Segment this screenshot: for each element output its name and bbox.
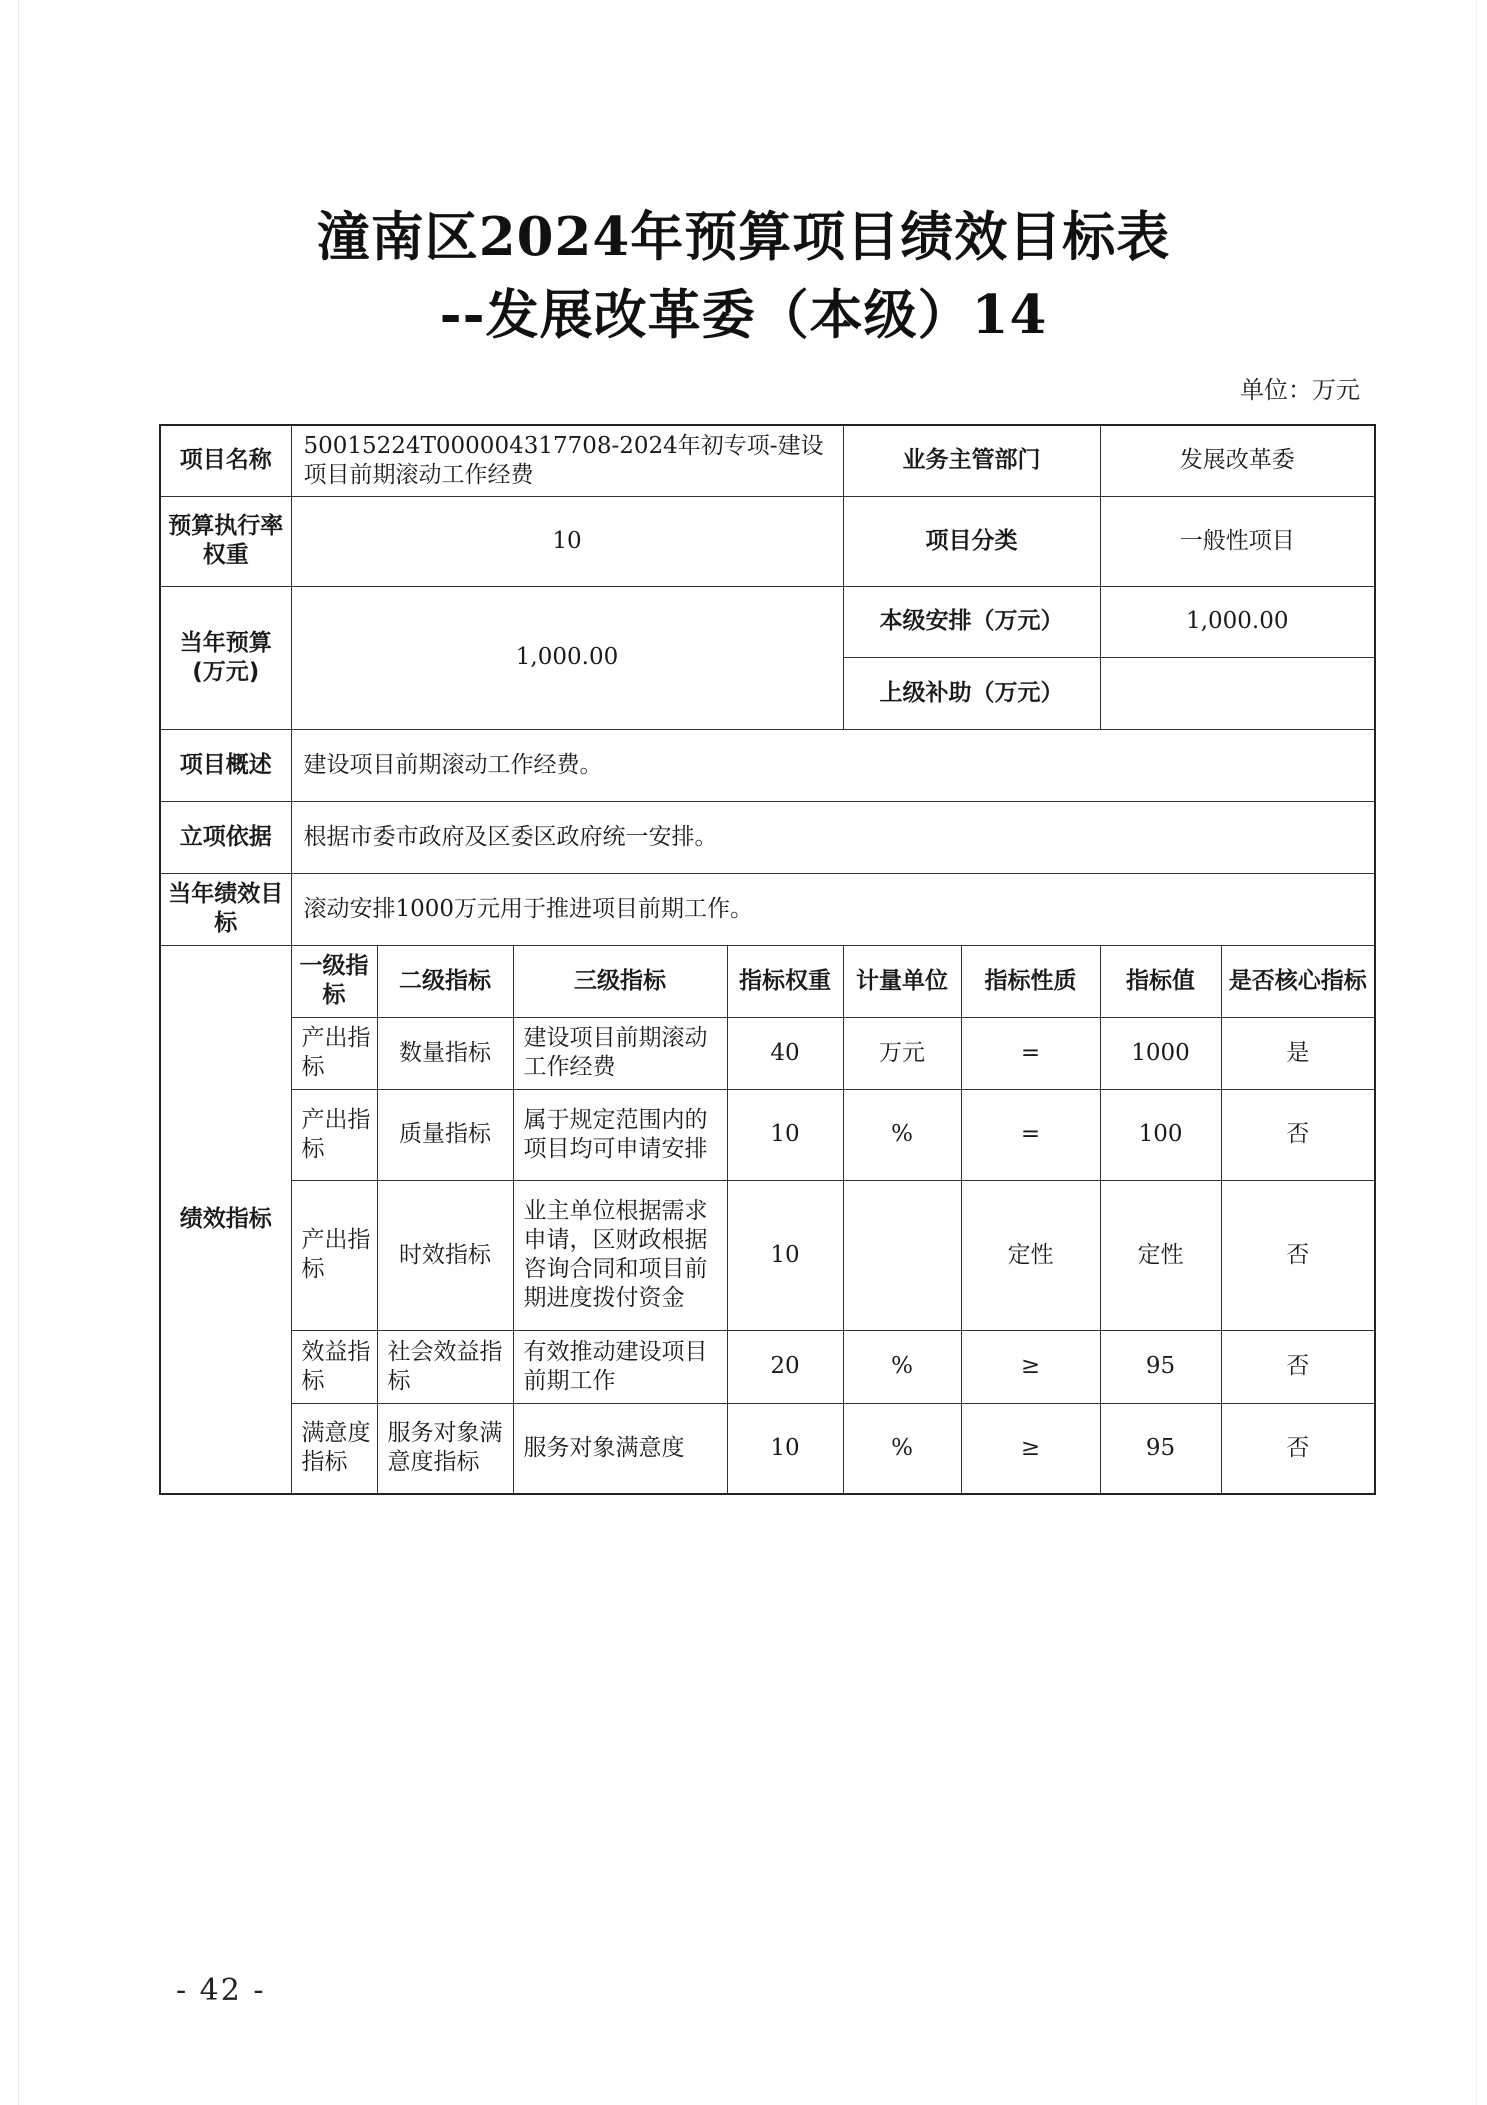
unit-cell: %: [843, 1089, 961, 1180]
level3-cell: 服务对象满意度: [513, 1403, 727, 1494]
local-budget-label: 本级安排（万元）: [843, 586, 1100, 657]
core-cell: 否: [1221, 1180, 1375, 1330]
nature-cell: =: [961, 1017, 1100, 1089]
level1-cell: 产出指标: [291, 1089, 377, 1180]
level3-cell: 业主单位根据需求申请，区财政根据咨询合同和项目前期进度拨付资金: [513, 1180, 727, 1330]
indicator-row: [160, 1180, 1375, 1330]
indicator-row: [160, 1330, 1375, 1403]
category-label: 项目分类: [843, 496, 1100, 586]
level3-cell: 有效推动建设项目前期工作: [513, 1330, 727, 1403]
unit-cell: 万元: [843, 1017, 961, 1089]
level2-cell: 时效指标: [377, 1180, 513, 1330]
upper-subsidy-label: 上级补助（万元）: [843, 657, 1100, 729]
exec-weight-label: 预算执行率权重: [160, 496, 291, 586]
document-title: [0, 198, 1487, 354]
dept-value: 发展改革委: [1100, 425, 1375, 496]
category-value: 一般性项目: [1100, 496, 1375, 586]
upper-subsidy-value: [1100, 657, 1375, 729]
unit-cell: %: [843, 1403, 961, 1494]
level2-cell: 服务对象满意度指标: [377, 1403, 513, 1494]
table-row: [160, 496, 1375, 586]
basis-value: 根据市委市政府及区委区政府统一安排。: [291, 801, 1375, 873]
header-cell: 指标权重: [727, 945, 843, 1017]
level1-cell: 产出指标: [291, 1180, 377, 1330]
header-cell: 指标性质: [961, 945, 1100, 1017]
table-row: [160, 801, 1375, 873]
core-cell: 否: [1221, 1403, 1375, 1494]
table-row: [160, 945, 1375, 1017]
unit-label: 单位：万元: [1240, 376, 1360, 404]
header-cell: 三级指标: [513, 945, 727, 1017]
dept-label: 业务主管部门: [843, 425, 1100, 496]
table-row: [160, 425, 1375, 496]
weight-cell: 10: [727, 1180, 843, 1330]
unit-cell: [843, 1180, 961, 1330]
level1-cell: 产出指标: [291, 1017, 377, 1089]
title-line-1: 潼南区2024年预算项目绩效目标表: [316, 206, 1171, 268]
level2-cell: 数量指标: [377, 1017, 513, 1089]
value-cell: 100: [1100, 1089, 1221, 1180]
project-name-value: 50015224T000004317708-2024年初专项-建设项目前期滚动工作经费: [291, 425, 843, 496]
indicator-row: [160, 1017, 1375, 1089]
budget-value: 1,000.00: [291, 586, 843, 729]
budget-label: 当年预算(万元): [160, 586, 291, 729]
performance-target-table: [159, 424, 1376, 1495]
nature-cell: 定性: [961, 1180, 1100, 1330]
header-cell: 指标值: [1100, 945, 1221, 1017]
weight-cell: 40: [727, 1017, 843, 1089]
table-row: [160, 729, 1375, 801]
nature-cell: ≥: [961, 1403, 1100, 1494]
weight-cell: 10: [727, 1089, 843, 1180]
level3-cell: 属于规定范围内的项目均可申请安排: [513, 1089, 727, 1180]
header-cell: 计量单位: [843, 945, 961, 1017]
value-cell: 定性: [1100, 1180, 1221, 1330]
core-cell: 否: [1221, 1089, 1375, 1180]
header-cell: 是否核心指标: [1221, 945, 1375, 1017]
level1-cell: 效益指标: [291, 1330, 377, 1403]
title-line-2: --发展改革委（本级）14: [439, 284, 1048, 346]
indicators-section-label: 绩效指标: [160, 945, 291, 1494]
nature-cell: ≥: [961, 1330, 1100, 1403]
indicator-row: [160, 1403, 1375, 1494]
level1-cell: 满意度指标: [291, 1403, 377, 1494]
value-cell: 95: [1100, 1330, 1221, 1403]
local-budget-value: 1,000.00: [1100, 586, 1375, 657]
value-cell: 1000: [1100, 1017, 1221, 1089]
core-cell: 否: [1221, 1330, 1375, 1403]
page-number: - 42 -: [176, 1973, 266, 2008]
weight-cell: 20: [727, 1330, 843, 1403]
indicator-row: [160, 1089, 1375, 1180]
overview-label: 项目概述: [160, 729, 291, 801]
header-cell: 一级指标: [291, 945, 377, 1017]
core-cell: 是: [1221, 1017, 1375, 1089]
level2-cell: 质量指标: [377, 1089, 513, 1180]
level2-cell: 社会效益指标: [377, 1330, 513, 1403]
project-name-label: 项目名称: [160, 425, 291, 496]
unit-cell: %: [843, 1330, 961, 1403]
level3-cell: 建设项目前期滚动工作经费: [513, 1017, 727, 1089]
weight-cell: 10: [727, 1403, 843, 1494]
table-row: [160, 586, 1375, 657]
goal-label: 当年绩效目标: [160, 873, 291, 945]
overview-value: 建设项目前期滚动工作经费。: [291, 729, 1375, 801]
header-cell: 二级指标: [377, 945, 513, 1017]
basis-label: 立项依据: [160, 801, 291, 873]
table-row: [160, 873, 1375, 945]
nature-cell: =: [961, 1089, 1100, 1180]
goal-value: 滚动安排1000万元用于推进项目前期工作。: [291, 873, 1375, 945]
value-cell: 95: [1100, 1403, 1221, 1494]
exec-weight-value: 10: [291, 496, 843, 586]
